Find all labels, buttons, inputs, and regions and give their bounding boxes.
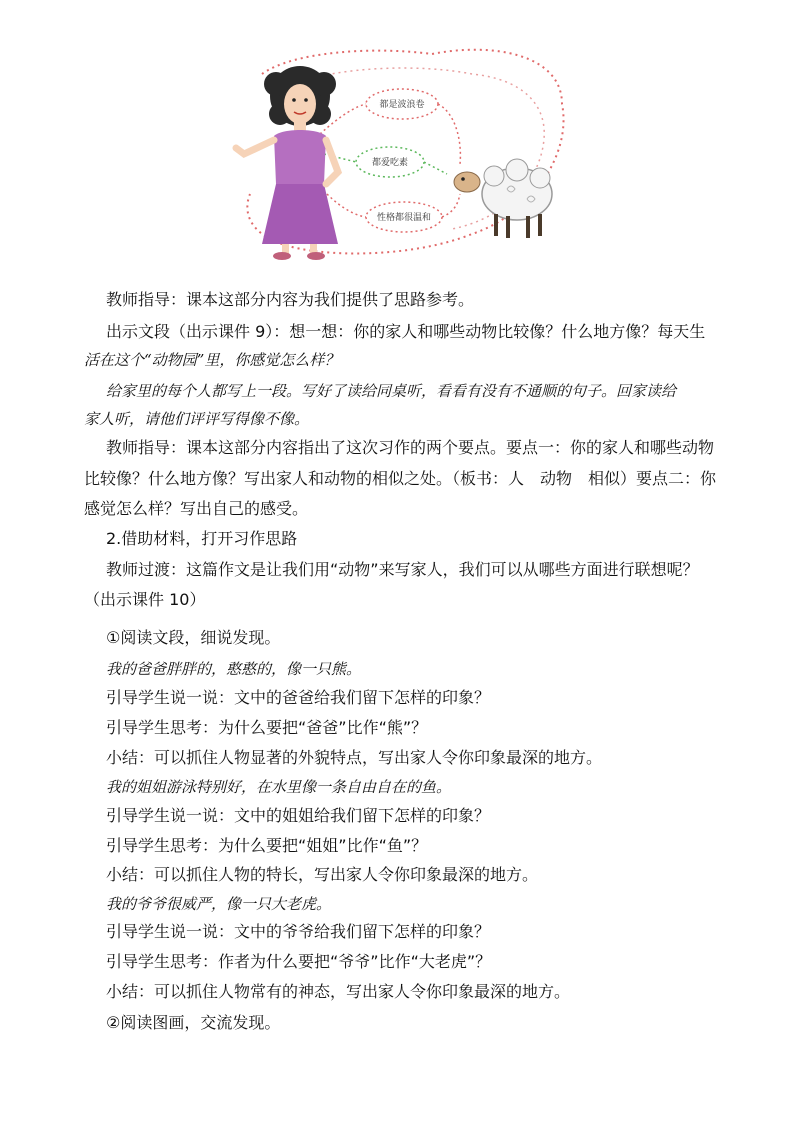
paragraph-2: 出示文段（出示课件 9）：想一想：你的家人和哪些动物比较像？什么地方像？每天生 (106, 322, 706, 341)
paragraph-12: 引导学生思考：为什么要把“爸爸”比作“熊”？ (106, 718, 428, 737)
bubble-text-1: 都是波浪卷 (379, 100, 425, 110)
illustration-woman-and-sheep (232, 44, 582, 262)
bubble-text-2: 都爱吃素 (371, 158, 409, 168)
paragraph-7: 比较像？什么地方像？写出家人和动物的相似之处。（板书：人 动物 相似）要点二：你 (84, 469, 717, 488)
summary-2: 小结：可以抓住人物的特长，写出家人令你印象最深的地方。 (106, 865, 539, 884)
section-heading: 2.借助材料，打开习作思路 (106, 529, 298, 548)
summary-3: 小结：可以抓住人物常有的神态，写出家人令你印象最深的地方。 (106, 982, 571, 1001)
woman-figure (236, 66, 338, 260)
paragraph-6: 教师指导：课本这部分内容指出了这次习作的两个要点。要点一：你的家人和哪些动物 (106, 438, 715, 457)
paragraph-14: 引导学生思考：为什么要把“姐姐”比作“鱼”？ (106, 836, 428, 855)
paragraph-8: 感觉怎么样？写出自己的感受。 (84, 499, 309, 518)
paragraph-4: 给家里的每个人都写上一段。写好了读给同桌听，看看有没有不通顺的句子。回家读给 (106, 382, 677, 400)
paragraph-16: 引导学生思考：作者为什么要把“爷爷”比作“大老虎”？ (106, 952, 492, 971)
paragraph-1: 教师指导：课本这部分内容为我们提供了思路参考。 (106, 290, 475, 309)
example-sentence-3: 我的爷爷很威严，像一只大老虎。 (106, 895, 332, 913)
bubble-text-3: 性格都很温和 (376, 213, 432, 223)
sheep-figure (454, 159, 552, 238)
paragraph-5: 家人听，请他们评评写得像不像。 (84, 410, 310, 428)
subheading-1: ①阅读文段，细说发现。 (106, 628, 281, 647)
paragraph-10: （出示课件 10） (84, 590, 206, 609)
example-sentence-2: 我的姐姐游泳特别好，在水里像一条自由自在的鱼。 (106, 778, 452, 796)
paragraph-3: 活在这个“动物园”里，你感觉怎么样？ (84, 351, 340, 369)
paragraph-9: 教师过渡：这篇作文是让我们用“动物”来写家人，我们可以从哪些方面进行联想呢？ (106, 560, 699, 579)
summary-1: 小结：可以抓住人物显著的外貌特点，写出家人令你印象最深的地方。 (106, 748, 603, 767)
paragraph-15: 引导学生说一说：文中的爷爷给我们留下怎样的印象？ (106, 922, 491, 941)
subheading-2: ②阅读图画，交流发现。 (106, 1013, 281, 1032)
paragraph-11: 引导学生说一说：文中的爸爸给我们留下怎样的印象？ (106, 688, 491, 707)
paragraph-13: 引导学生说一说：文中的姐姐给我们留下怎样的印象？ (106, 806, 491, 825)
example-sentence-1: 我的爸爸胖胖的，憨憨的，像一只熊。 (106, 660, 362, 678)
